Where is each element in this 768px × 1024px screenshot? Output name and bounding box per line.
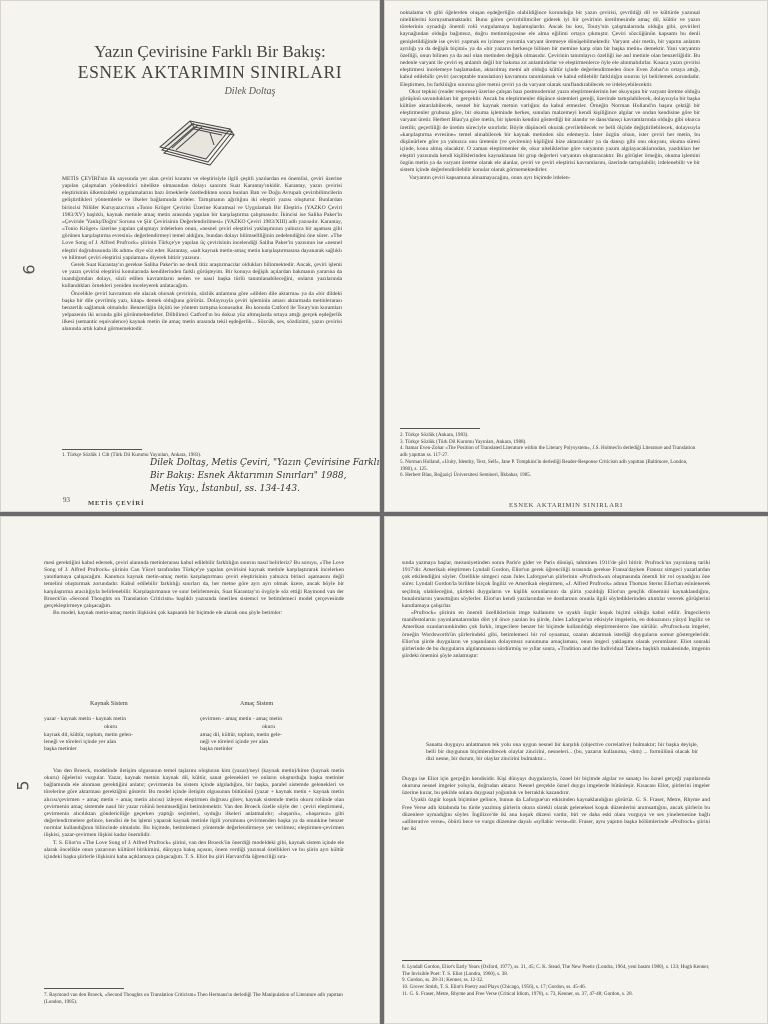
paragraph: Van den Broeck, modelinde iletişim olgusunun temel taşlarını oluşturan kim (yazar)/neyi (kaynak metin)/kime (kaynak metin okuru) öğelerini vurgular. Yazar, kaynak metnin kaynak dil, kültür, sanat gelenekleri ve onların oluşturduğu başka metinler bağlamında ele alınması gerektiğini anlatır; çevirmenin bu sistem içinde algıladığını, bir başka, paralel sistemde gelenekleri ve törelerine göre aktarması gerektiğini gösterir. Bu model içinde iletişim olgusunun bütününü (yazar + kaynak metin + kaynak metin alıcısı/çevirmen + amaç metin + amaç metin alıcısı) izleyen eleştirmen doğrusu görev, kaynak sistemde metin okuru rolünde olan çevirmenin amaç sistemde nasıl bir yazar rolünü benimsediğini betimlemektir. Van den Broeck özelle söyle der : çeviri eleştirmeni, çevirmenin alıcılıktan göndericiliğe geçerken yaptığı seçimleri, uyduğu ilkeleri anlatmalıdır; «başarılı», «başarısız» gibi değerlendirmelere gelince, kendisi de bu işlemi yaparak kaynak metinle ilgili yorumunu çevirmenden başka ya da onunkine benzer normlar kullandığının bilincinde olmalıdır. Bu biçimde, betimlemeci yöntemde değerlendirmeye yer verilmez; eleştirmen-çevirmen ilişkisi, yazar-çevirmen ilişkisi kadar önemlidir.: [44, 768, 344, 839]
document-page-1: [0, 0, 380, 512]
page1-body: [62, 176, 342, 333]
footnote: 3. Türkçe Sözlük (Türk Dil Kurumu Yayınları, Ankara, 1988).: [400, 438, 527, 445]
page2-body: [400, 10, 700, 182]
footnote-divider: [44, 988, 124, 989]
paragraph: Okur tepkisi (reader response) üzerine çalışan bazı postmodernist yazın eleştirmenlerinin her okuyuşun bir varyant üretme olduğu görüşünü savundukları bir gerçektir. Ancak bu eleştirmenler düşünce sistemleri gereği, üzerinde tartışılabilecek, dolayısıyla bir başka kültüre aktarılabilecek, nesnel bir kaynak metnin varlığını da kabul etmezler. Örneğin Norman Holland'ın başını çektiği bir eleştirmenler grubuna göre, bir okuma işleminde herkes, sunulan malzemeyi kendi kişiliğince algılar ve ondan kendisine göre bir varyant üretir. Herbert Blau'ya göre metin, bir işkenin kendini gösterdiği bir alandır ve dans/dansçı kavramlarında olduğu gibi okurca üretilir, geçerliliği de üretim süreciyle sınırlıdır. Böyle düşünceli okurak çevrilebilecek ve belli ölçüde değiştirilebilecek, dolayısıyla «karşılaştırma evresine» temel alınabilecek bir kaynak metinden söz edemeyiz. İster özgün olsun, ister çeviri her metin, bu düşünürlere göre ya yalnızca onu üretenin (ve çevirenin) kişiliğini bize aktaracaktır ya da dansçı gibi onu okuyanı, okuma süresi içinde, konu almış olacaktır. O zaman eleştirmenler de, okur niteliklerine göre varyantın yazım algılayacaklarından, yazdıkları her eleştiri yazısında kendi kişiliklerinden kaynaklanan bir grup değerleri varyantın oluşturacaktır. Bu görüşler örneğin, okuma işlemini özgün metin ya da varyant üretme olarak ele alanlar, çeviri ve çeviri eleştirisi kavramlarını, üzerinde tartışılabilir, irdelenebilir ve bir sistem içinde değerlendirilebilir konular olarak görmemektedirler.: [400, 88, 700, 174]
article-title-line2: ESNEK AKTARIMIN SINIRLARI: [77, 62, 343, 82]
page3-footnote: 7. Raymond van den Broeck, «Second Thoughts on Translation Criticism» Theo Hermans'ın derlediği The Manipulation of Literature adlı yapıttan (London, 1985).: [44, 992, 343, 1005]
article-title-line1: Yazın Çevirisine Farklı Bir Bakış:: [94, 42, 326, 61]
footnote: 10. Grover Smith, T. S. Eliot's Poetry and Plays (Chicago, 1956), s. 17; Gordon, ss. 45-46.: [402, 984, 586, 991]
page1-footnote: 1. Türkçe Sözlük 1 Cilt (Türk Dil Kurumu Yayınları, Ankara, 1983).: [62, 452, 202, 458]
handwritten-citation-line2: Bir Bakış: Esnek Aktarımın Sınırları" 1988,: [150, 471, 347, 481]
diagram-target-context: başka metinler: [200, 746, 233, 752]
document-page-3: [0, 516, 380, 1024]
footnote: 11. G. S. Fraser, Metre, Rhyme and Free Verse (Critical Idiom, 1970), s. 73, Kenner, ss. 37, 47-48; Gordon, s. 28.: [402, 990, 633, 997]
page4-body: [402, 560, 710, 660]
handwritten-citation-line3: Metis Yay., İstanbul, ss. 134-143.: [150, 484, 300, 494]
diagram-target-context: amaç dil, kültür, toplum, metin gele-: [200, 732, 282, 738]
footnote: 2. Türkçe Sözlük (Ankara, 1983).: [400, 432, 469, 438]
handwritten-citation-line1: Dilek Doltaş, Metis Çeviri, "Yazın Çevirisine Farklı: [150, 458, 380, 468]
paragraph: Öncelikle çeviri kavramını ele alacak olursak çevirinin, sözlük anlamına göre «dilden dile aktarma» ya da «bir dildeki başka bir dile çevrilmiş yazı, kitap» demek olduğunu görürüz. Dolayısıyla çeviri işleminin amacı aktarmada metinlerarası benzerlik sağlamak olmalıdır. Benzerliğin ölçütü ise yöntem tartışma konusudur. Bu konuda Catford ile Toury'nin kuramları yelpazenin iki ucunda gibi görünmektedirler. Dilbilimci Catford'ın bu dokuz yüz altmışlarda ortaya attığı gerçek eşdeğerlik ilkesi (semantic equivalence) kaynak metin ile amaç metin arasında tekil eşdeğerlik... Sözcük, ses, sözdizimi, yazın çevirisi alanında artık kabul görmemektedir.: [62, 290, 342, 333]
diagram-source-context: kaynak dil, kültür, toplum, metin gelen-: [44, 732, 133, 738]
open-book-illustration: [150, 103, 250, 169]
paragraph: «Prufrock» şiirinin en önemli özelliklerinin imge kullanımı ve uyaklı özgür koşuk biçimi olduğu kabul edilir. İmgecilerin manifestolarını yayınlamalarından dört yıl önce yazılan bu şiirde, Jules Laforgue'un etkisiyle imgelerin, en dokuzuncu yüzyıl İngiliz ve Amerikan ozanlarınınkinden çok farklı, imgecilere benzer bir biçimde kullanıldığı eleştirmenlerce öne sürülür. «Prufrock»ta imgeler, örneğin Wordsworth'ün şiirlerindeki gibi, betimlemeci bir rol oynamaz, ozanın aktarmak istediği duyguların somut göstergeleridir. Eliot'un şiirde duyguların ve yaşanılanın dolayımsız sunumunu amaçlaması, onun imgeci yaklaşımı olarak yorumlanır. Eliot sonraki şiirlerinde de bu duyguların algılanmasını sürdürmüş ve yıllar sonra, «Tradition and the Individual Talent» başlıklı makalesinde, imgenin şiirdeki önemini şöyle anlatmıştır:: [402, 610, 710, 660]
paragraph: Varyantın çeviri kapsamına alınamayacağını, onun ayrı biçimde irdelen-: [409, 174, 571, 181]
document-page-4: [384, 516, 768, 1024]
page3-body-top: [44, 560, 344, 617]
document-page-2: [384, 0, 768, 512]
diagram-heading-source: Kaynak Sistem: [90, 700, 128, 707]
paragraph: Gerek Suat Karantay'ın gerekse Saliha Paker'in ne denli titiz araştırmacılar oldukları bilinmektedir. Ancak, çeviri işlemi ve yazın çevirisi eleştirisi konularında kendilerinden farklı görüşteyim. Bir konuya değişik açılardan bakmanın yararına da inandığımdan dolayı, sözü edilen kavramların neden ve nasıl başka türlü tanımlanabileceğini, onların yazılarında kullandıkları örnekleri yeniden inceleyerek anlatacağım.: [62, 261, 342, 290]
page4-body-after: [402, 776, 710, 833]
footnote: 8. Lyndall Gordon, Eliot's Early Years (Oxford, 1977), ss. 31, 45; C. K. Stead, The New Poetic (Londra, 1964, yeni basım 1980), s. 133; Hugh Kenner, The Invisible Poet: T. S. Eliot (Londra, 1960), s. 38.: [402, 964, 710, 977]
footnote: 5. Norman Holland, «Unity, Identity, Text, Self», Jane P. Tompkins'in derlediği Reader-Response Criticism adlı yapıttan (Baltimore, London, 1980), s. 125.: [400, 458, 688, 472]
paragraph: Duygu ise Eliot için gerçeğin kendisidir. Kişi dünyayı duygularıyla, öznel bir biçimde algılar ve sanatçı bu öznel gerçeği yapıtlarında okuruna nesnel imgeler yoluyla, doğrudan aktarır. Nesnel gerçekle öznel duygu imgelerde bütünleşir. Kısacası Eliot, şiirlerini imgeler üzerine kurar, bu şekilde onlara duygusal yoğunluk ve berraklık kazandırır.: [402, 776, 710, 797]
diagram-target-chain: çevirmen - amaç metin - amaç metin: [200, 716, 283, 722]
paragraph: Uyaklı özgür koşuk biçimine gelince, bunun da Laforgue'un etkisinden kaynaklandığını görürüz. G. S. Fraser, Metre, Rhyme and Free Verse adlı kitabında bu türde yazılmış şiirlerin okura sürekli olarak geleneksel koşuk düzenlerini anımsattığını, ancak şiirlerin bu düzenlere uymadığını söyler. İngilizce'de iki ana koşuk düzeni vardır, biri ve daha eski olanı vurguya ve ses yinelemesine bağlı «alliterative verse», öbürü hece ve vurgu düzenine dayalı «syllabic verse»dir. Fraser, aynı yapıtın başka bölümlerinde «Prufrock» şiirini her iki: [402, 797, 710, 833]
page2-footnotes: [400, 432, 700, 479]
footnote: 4. Itamar Even-Zohar «The Position of Translated Literature within the Literary Polysystem», J.S. Holmes'in derlediği Literature and Translation adlı yapıttan ss. 117-27.: [400, 445, 696, 459]
paragraph: Bu model, kaynak metin-amaç metin ilişkisini çok kapsamlı bir biçimde ele alarak onu şöyle betimler:: [53, 610, 283, 617]
running-footer-right: ESNEK AKTARIMIN SINIRLARI: [509, 502, 623, 509]
article-author: Dilek Doltaş: [224, 86, 276, 97]
diagram-target-context: neği ve töreleri içinde yer alan: [200, 739, 269, 745]
paragraph: T. S. Eliot'ın «The Love Song of J. Alfred Prufrock» şiirini, van den Broeck'ün önerdiği modeldeki gibi, kaynak sistem içinde ele alarak öncelikle onun yazarının kültürel birikimini, dünyaya bakış açısını, önem verdiği yazınsal özellikleri ve bu şiirin ayrı kültür içindeki başka şiirlerle ilişkisini kaba açıklamaya çalışacağım. T. S. Eliot bu şiiri Harvard'da öğrenciliği sıra-: [44, 839, 344, 860]
footnote: 9. Gordon, ss. 28-31; Kenner, ss. 12-32.: [402, 977, 484, 984]
page4-footnotes: [402, 964, 710, 998]
diagram-source-context: başka metinler: [44, 746, 77, 752]
footnote: 6. Herbert Blau, Boğaziçi Üniversitesi Semineri, İlkbahar, 1985.: [400, 472, 532, 479]
footnote-divider: [402, 960, 482, 961]
margin-mark: 5: [13, 780, 33, 791]
diagram-source-reader: okuru: [104, 724, 118, 730]
footnote-divider: [62, 449, 142, 450]
diagram-heading-target: Amaç Sistem: [240, 700, 274, 707]
page3-body-bottom: [44, 768, 344, 861]
running-footer-left: METİS ÇEVİRİ: [88, 500, 145, 507]
paragraph: sında yazmaya başlar, mezuniyetinden sonra Paris'e gider ve Paris dönüşü, tahminen 1911'de şiiri bitirir. Prufrock'un yayınlanış tarihi 1917'dir. Amerikalı eleştirmen Lyndall Gordon, Eliot'un gerek öğrenciliği sırasında gerekse Fransa'dayken Fransız simgeci yazarlardan çok etkilendiğini söyler. Özellikle simgeci ozan Jules Laforgue'un şiirlerinin «Prufrock»un oluşmasında önemli bir rol oynadığını öne sürer. Lyndall Gordon'la birlikte birçok İngiliz ve Amerikalı eleştirmen, «J. Alfred Prufrock» adının Thomas Sterns Eliot'tan esinlenerek seçilmiş olabileceğini, şiirdeki duyguların ve kişilik sorunlarının da şiirin yazıldığı Eliot'un gençlik dönemini kaynaklandığını, bunalımlarını yansıttığını söylerler. Eliot'un kendi yazılarından ve dostlarının onunla ilgili söylediklerinden alıntılar vererek görüşlerini kanıtlamaya çalışırlar.: [402, 560, 710, 609]
paragraph: mesi gerektiğini kabul edersek, çeviri alanında metinlerarası kabul edilebilir farklılığın sınırını nasıl belirleriz? Bu soruyu, «The Love Song of J. Alfred Prufrock» şiirinin Can Yücel tarafından Türkçe'ye yapılan çevirisini kaynak metinle karşılaştırarak incelerken yanıtlamaya çalışacağım. Kanımca kaynak metin-amaç metin karşılaştırması çeviri eleştirisinin yalnızca birinci aşamasını değil temelini oluşturmak zorundadır. Kabul edilebilir farklılığı sınırları da, her metne göre ayrı ayrı olmak üzere, ancak böyle bir karşılaştırma aracılığıyla belirlenebilir. Karşılaştırmanın ve sınır belirlemenin, Suat Karantay'ın övgüyle söz ettiği Raymond van der Broeck'ün «Second Thoughts on Translation Criticism» başlıklı yazısında önerilen sistemci ve betimlemeci model çerçevesinde gerçekleştirmeye çalışacağım.: [44, 560, 344, 609]
block-quote: Sanatta duyguyu anlatmanın tek yolu ona uygun nesnel bir karşılık (objective correlative) bulmaktır; bir başka deyişle, belli bir duygunun biçimlendirecek olaylar zincirini, nesneleri... (bu, yazarın kullanıma, -dım) ... formülünü olacak bir dizi nesne, bir durum, bir olaylar zincirini bulmaktır...: [426, 742, 698, 763]
diagram-target-reader: okuru: [262, 724, 276, 730]
margin-mark: 6: [19, 264, 39, 275]
diagram-source-context: leneği ve töreleri içinde yer alan: [44, 739, 117, 745]
paragraph: METİS ÇEVİRİ'nin ilk sayısında yer alan çeviri kuramı ve eleştirisiyle ilgili çeşitli yazılardan en önemlisi, çeviri üzerine yapılan çalışmaları yönlendirici nitelikte olmasından dolayı sanırım Suat Karantay'ınkidir. Karantay, yazın çevirisi eleştirisinin ülkemizdeki uygulamalarını bazı örneklerle özetledikten sonra bunları Batı ve Doğu Avrupalı çevirıbilimcilerin geliştirdikleri yöntemlerle ve ilkeler bağlamında irdeler. Tartışmanın ağırlığını iki eleştiri yazısı oluşturur. Bunlardan birincisi Nilüfer Kuruyazıcı'nın «Tonio Kröger Çevirisi Üzerine Kuramsal ve Uygulamalı Bir Eleştiri» (YAZKO Çeviri 1983/XV) başlıklı, kaynak metinle amaç metin arasında yapılan bir karşılaştırma çalışmasıdır. İkincisi ise Saliha Paker'in «Çeviride 'Yanlış/Doğru' Sorunu ve Şiir Çevirisinin Değerlendirilmesi» (YAZKO Çeviri 1983/XIII) adlı yazısıdır. Karantay, «Tonio Kröger» üzerine yapılan çalışmayı irdelerken onun, «nesnel çeviri eleştirisi yaklaşımının yalnızca bir aşaması gibi görünen karşılaştırma evresini» değerlendirmeyi temel aldığını, bundan dolayı bilimsellliğinin zedelendiğini öne sürer. «The Love Song of J. Alfred Prufrock» şiirinin Türkçe'ye yapılan üç çevirisinin incelendiği Saliha Paker'in yazısının ise «nesnel eleştiri doğrultusunda ilk adım» diye söz eder. Karantay, «salt kaynak metin-amaç metin karşılaştırmasına dayanarak sağlıklı ve bilimsel çeviri eleştirisi yapılamaz» diyerek bitirir yazısını.: [62, 176, 342, 261]
paragraph: noktalama vb gibi öğelerden oluşan eşdeğerliğin olabildiğince korunduğu bir yazın çevirisi, çevrildiği dil ve kültürde yazınsal niteliklerini koruyamamaktadır. Bunu gören çevirıbilimciler giderek iyi bir çevirinin üretilmesinde amaç dil, kültür ve yazın törelerinin oynadığı önemli rolü vurgulamaya başlamışlardır. Ancak bu kez, Toury'nin çalışmalarında olduğu gibi, çevirileri kaynağından olduğu bağımsız, doğru metinmişçesine ele alma eğilimi ortaya çıkmıştır. Çeviri sözcüğünün kapsamı bu denli genişletildiğinde ise çeviri yapmak en iyimser yorumla varyant üretmeye dönüşebilmektedir. Varyant «bir metin, bir yapıtın anlatım ayrılığı ya da değişik biçimi» ya da «bir yazarın herkesçe bilinen bir metnine karşı olan bir başka metin» demektir. Yani varyantın özelliği, onun bilinen ya da asıl olan metinden değişik olmasıdır. Çevirinin tanımlayıcı özelliği ise asıl metinle olan benzerliğidir. Bu nedenle varyant ile çeviri eş anlamlı değil bir bakıma zıt anlamlıdırlar ve eleştirmenlerce öyle ele alınmalıdırlar. Kısaca yazın çevirisi eleştirmesi incelemeye başlamadan, aktarılmış metni alt olduğu kültür içinde değerlendirmeden önce Even Zohar'ın ortaya attığı, kabul edilebilir çeviri (acceptable translation) kavramını tanımlamak ve kabul edilebilir farklılığın sınırını iyi belirlemek zorundadır. Eleştirmen, bu farklılığın sınırına göre metni çeviri ya da varyant olarak sınıflandırabilecek ve irdeleyebilecektir.: [400, 10, 700, 88]
diagram-source-chain: yazar - kaynak metin - kaynak metin: [44, 716, 127, 722]
page-number: 93: [63, 496, 70, 504]
footnote-divider: [400, 428, 480, 429]
